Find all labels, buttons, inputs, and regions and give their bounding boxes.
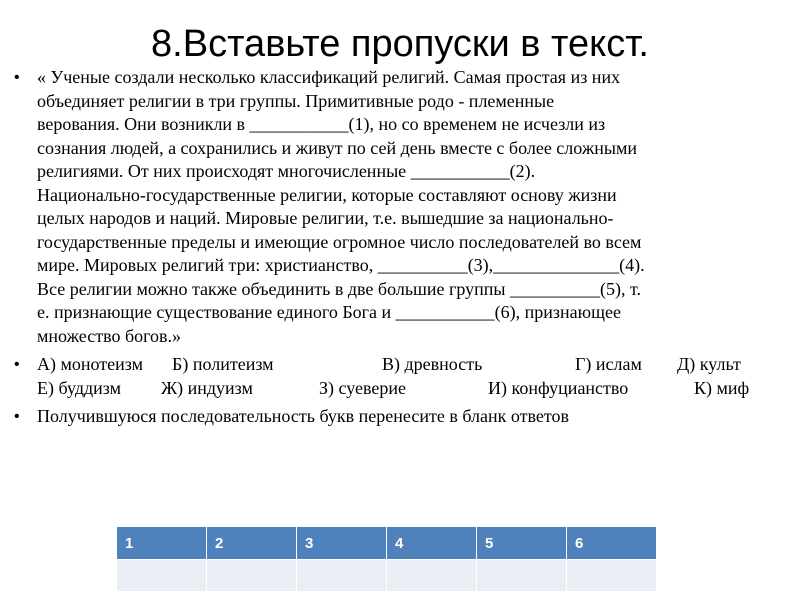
option-i: И) конфуцианство [488,377,629,398]
text-line: множество богов.» [37,325,182,346]
option-z: З) суеверие [319,377,407,398]
text-line: объединяет религии в три группы. Примитивные родо - племенные [37,90,555,111]
answer-cell[interactable] [207,560,297,592]
answer-column-header: 2 [207,527,297,560]
option-k: К) миф [694,377,750,398]
text-line: Все религии можно также объединить в две большие группы __________(5), т. [37,278,642,299]
answer-column-header: 6 [567,527,657,560]
option-v: В) древность [382,354,483,374]
answer-cell[interactable] [387,560,477,592]
bullet-icon: • [14,408,20,425]
answer-cell[interactable] [117,560,207,592]
bullet-options [12,353,792,400]
text-line: сознания людей, а сохранились и живут по сей день вместе с более сложными [37,137,638,158]
answer-table [117,527,656,591]
options-row [37,377,792,401]
text-line: целых народов и наций. Мировые религии, т.е. вышедшие за национально- [37,208,614,228]
options-row [37,353,792,377]
bullet-paragraph [12,66,792,348]
text-line: государственные пределы и имеющие огромное число последователей во всем [37,231,642,252]
bullet-list [12,66,792,434]
option-g: Г) ислам [575,354,642,374]
text-line: е. признающие существование единого Бога и ___________(6), признающее [37,302,621,322]
text-line: верования. Они возникли в ___________(1), но со временем не исчезли из [37,114,606,134]
answer-cell[interactable] [567,560,657,592]
option-zh: Ж) индуизм [161,377,253,398]
answer-cell[interactable] [477,560,567,592]
option-e: Е) буддизм [37,377,122,398]
answer-column-header: 4 [387,527,477,560]
bullet-instruction [12,405,792,429]
answer-table-row [117,560,656,592]
fill-in-text [37,66,792,348]
bullet-icon: • [14,356,20,373]
text-line: Национально-государственные религии, которые составляют основу жизни [37,184,617,205]
instruction-text: Получившуюся последовательность букв перенесите в бланк ответов [37,406,570,426]
answer-column-header: 1 [117,527,207,560]
text-line: религиями. От них происходят многочисленные ___________(2). [37,161,536,181]
answer-cell[interactable] [297,560,387,592]
answer-column-header: 5 [477,527,567,560]
option-b: Б) политеизм [172,354,274,374]
option-a: А) монотеизм [37,354,144,374]
answer-column-header: 3 [297,527,387,560]
answer-table-header-row [117,527,656,560]
slide-title: 8.Вставьте пропуски в текст. [151,23,649,65]
option-d: Д) культ [677,354,741,374]
text-line: « Ученые создали несколько классификаций религий. Самая простая из них [37,67,621,87]
bullet-icon: • [14,69,20,86]
text-line: мире. Мировых религий три: христианство, __________(3),______________(4). [37,255,645,275]
